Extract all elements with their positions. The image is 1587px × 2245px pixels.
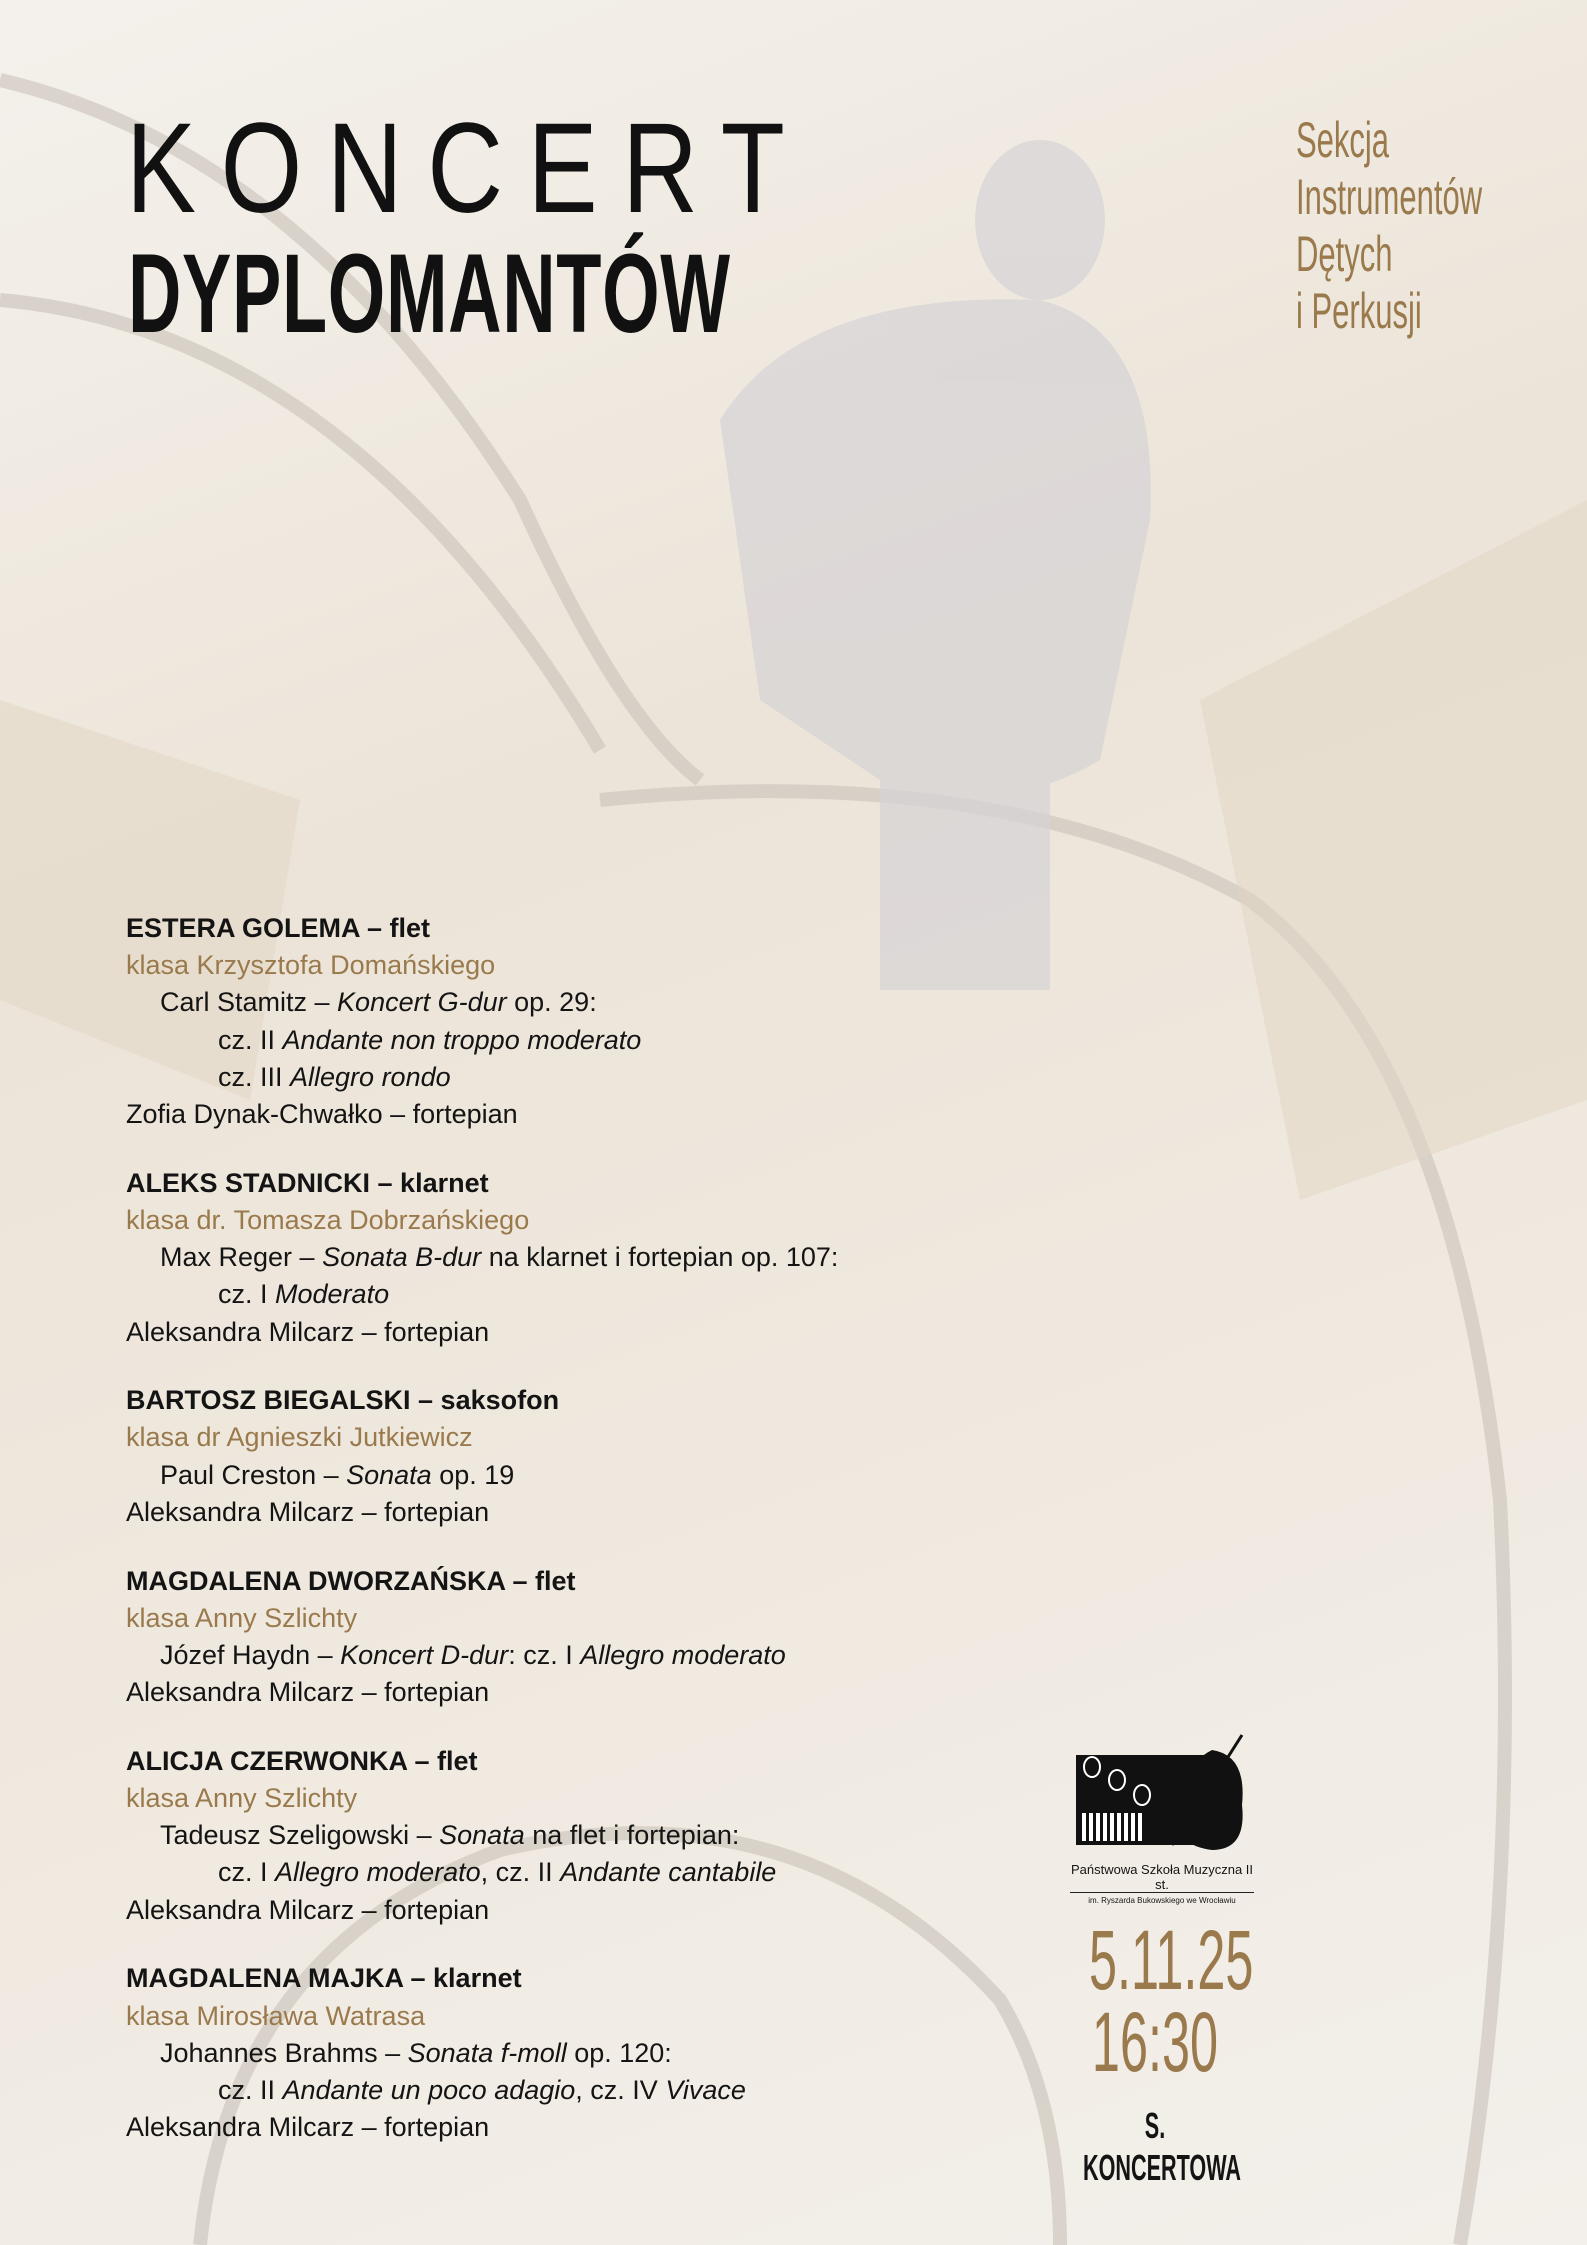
accompanist: Aleksandra Milcarz – fortepian — [126, 2112, 490, 2143]
separator: – — [504, 1565, 535, 1596]
work-title: Allegro moderato — [580, 1639, 786, 1670]
accompanist: Aleksandra Milcarz – fortepian — [126, 1677, 490, 1708]
work-text: cz. II — [218, 1024, 283, 1055]
performer-instrument: saksofon — [440, 1385, 560, 1416]
separator: – — [407, 1745, 438, 1776]
school-subtitle: im. Ryszarda Bukowskiego we Wrocławiu — [1088, 1896, 1236, 1905]
repertoire-line — [126, 1854, 838, 1891]
title-koncert: KONCERT — [126, 97, 810, 240]
accompanist: Aleksandra Milcarz – fortepian — [126, 1316, 490, 1347]
teacher-class: klasa Krzysztofa Domańskiego — [126, 950, 496, 981]
work-text: op. 120: — [566, 2037, 672, 2068]
event-venue: S. KONCERTOWA — [1083, 2105, 1242, 2188]
section-line: i Perkusji — [1296, 283, 1422, 339]
work-text: Johannes Brahms – — [160, 2037, 408, 2068]
repertoire-line — [126, 984, 838, 1021]
teacher-class: klasa dr. Tomasza Dobrzańskiego — [126, 1204, 530, 1235]
work-text: cz. II — [218, 2074, 283, 2105]
work-text: op. 29: — [506, 987, 597, 1018]
repertoire-line — [126, 1276, 838, 1313]
work-title: Sonata — [346, 1459, 432, 1490]
performer-name: ESTERA GOLEMA — [126, 913, 360, 943]
separator: – — [370, 1167, 401, 1198]
work-text: Tadeusz Szeligowski – — [160, 1820, 440, 1851]
work-title: Moderato — [275, 1279, 390, 1310]
work-text: , cz. II — [480, 1857, 561, 1888]
separator: – — [359, 913, 390, 943]
performer-heading — [126, 1382, 838, 1419]
repertoire-line — [126, 1637, 838, 1674]
work-text: cz. I — [218, 1279, 276, 1310]
accompanist: Aleksandra Milcarz – fortepian — [126, 1894, 490, 1925]
separator: – — [410, 1385, 441, 1416]
performer-heading — [126, 1743, 838, 1780]
work-title: Sonata f-moll — [407, 2037, 567, 2068]
separator: – — [403, 1963, 434, 1994]
work-title: Koncert D-dur — [340, 1639, 509, 1670]
section-line: Sekcja — [1296, 112, 1390, 168]
performer-entry — [126, 1743, 838, 1929]
section-name — [1296, 112, 1482, 340]
work-title: Allegro moderato — [275, 1857, 481, 1888]
performer-entry — [126, 1960, 838, 2146]
title-dyplomantow: DYPLOMANTÓW — [128, 231, 731, 356]
work-title: Andante non troppo moderato — [282, 1024, 642, 1055]
work-title: Sonata — [439, 1820, 525, 1851]
repertoire-line — [126, 1239, 838, 1276]
performer-name: ALEKS STADNICKI — [126, 1167, 371, 1198]
work-title: Andante cantabile — [560, 1857, 777, 1888]
work-text: Carl Stamitz – — [160, 987, 338, 1018]
performer-heading — [126, 1563, 838, 1600]
performer-name: BARTOSZ BIEGALSKI — [126, 1385, 411, 1416]
performer-heading — [126, 910, 838, 947]
school-logo — [1062, 1725, 1262, 1905]
performer-instrument: klarnet — [400, 1167, 489, 1198]
section-line: Dętych — [1296, 226, 1393, 282]
section-line: Instrumentów — [1296, 169, 1483, 225]
accompanist: Zofia Dynak-Chwałko – fortepian — [126, 1099, 518, 1130]
repertoire-line — [126, 1817, 838, 1854]
work-text: Paul Creston – — [160, 1459, 347, 1490]
repertoire-line — [126, 2035, 838, 2072]
work-text: cz. III — [218, 1061, 291, 1092]
work-title: Vivace — [665, 2074, 746, 2105]
performer-name: ALICJA CZERWONKA — [126, 1745, 407, 1776]
performer-instrument: klarnet — [433, 1963, 522, 1994]
work-text: cz. I — [218, 1857, 276, 1888]
performer-name: MAGDALENA MAJKA — [126, 1963, 403, 1994]
work-text: na klarnet i fortepian op. 107: — [481, 1242, 839, 1273]
concert-program — [126, 910, 838, 2178]
repertoire-line — [126, 1022, 838, 1059]
accompanist: Aleksandra Milcarz – fortepian — [126, 1496, 490, 1527]
event-time: 16:30 — [1091, 1995, 1219, 2089]
teacher-class: klasa Anny Szlichty — [126, 1783, 358, 1814]
performer-entry — [126, 1165, 838, 1351]
work-title: Allegro rondo — [290, 1061, 451, 1092]
event-date: 5.11.25 — [1089, 1913, 1254, 2007]
performer-heading — [126, 1960, 838, 1997]
work-title: Sonata B-dur — [322, 1242, 482, 1273]
repertoire-line — [126, 2072, 838, 2109]
performer-name: MAGDALENA DWORZAŃSKA — [126, 1565, 505, 1596]
performer-instrument: flet — [535, 1565, 576, 1596]
performer-instrument: flet — [437, 1745, 478, 1776]
work-text: op. 19 — [431, 1459, 515, 1490]
repertoire-line — [126, 1059, 838, 1096]
performer-entry — [126, 1563, 838, 1712]
work-text: , cz. IV — [575, 2074, 666, 2105]
performer-heading — [126, 1165, 838, 1202]
teacher-class: klasa dr Agnieszki Jutkiewicz — [126, 1422, 473, 1453]
work-title: Andante un poco adagio — [282, 2074, 576, 2105]
performer-entry — [126, 910, 838, 1133]
teacher-class: klasa Anny Szlichty — [126, 1602, 358, 1633]
work-text: : cz. I — [508, 1639, 581, 1670]
repertoire-line — [126, 1457, 838, 1494]
work-text: na flet i fortepian: — [524, 1820, 740, 1851]
teacher-class: klasa Mirosława Watrasa — [126, 2000, 426, 2031]
work-text: Józef Haydn – — [160, 1639, 341, 1670]
school-name: Państwowa Szkoła Muzyczna II st. — [1070, 1862, 1254, 1892]
performer-entry — [126, 1382, 838, 1531]
school-logo-icon — [1062, 1725, 1262, 1855]
work-title: Koncert G-dur — [337, 987, 507, 1018]
work-text: Max Reger – — [160, 1242, 323, 1273]
performer-instrument: flet — [389, 913, 431, 943]
